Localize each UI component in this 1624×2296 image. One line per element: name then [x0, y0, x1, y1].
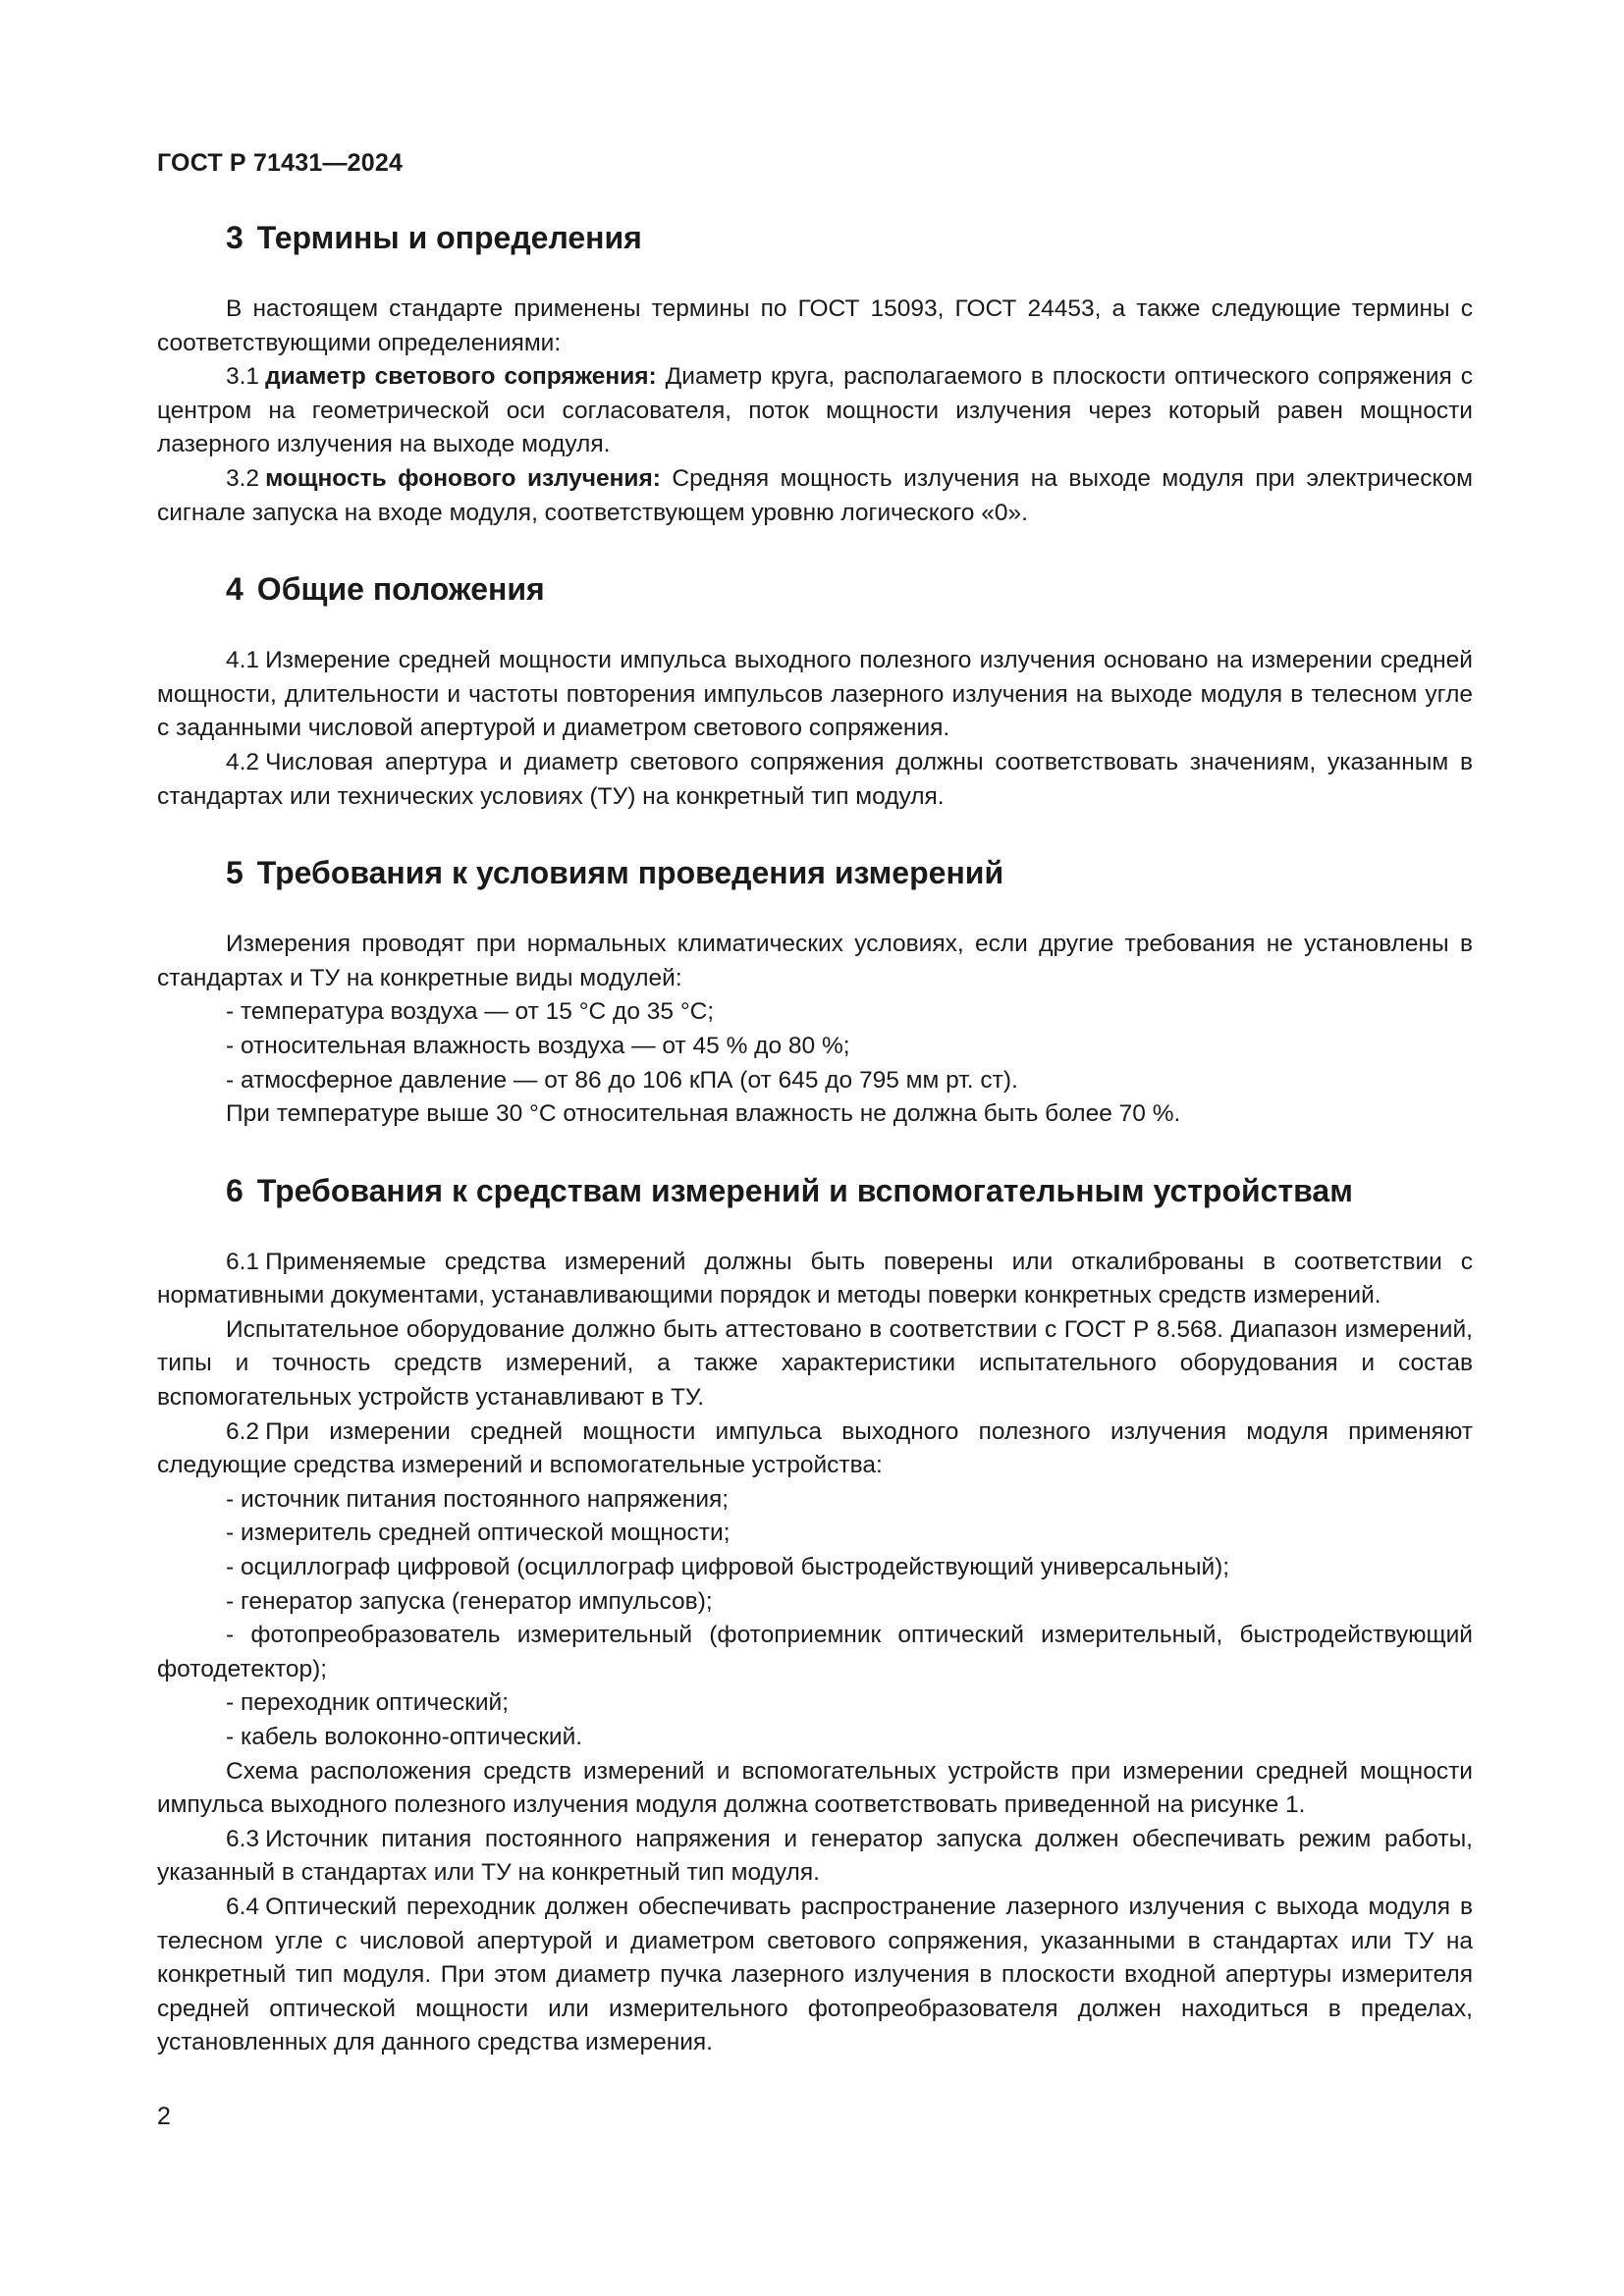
- section-number: 5: [226, 855, 244, 891]
- paragraph: [157, 1551, 1473, 1585]
- clause-number: 6.2: [226, 1417, 260, 1445]
- paragraph-text: Схема расположения средств измерений и вспомогательных устройств при измерении средней мощности импульса выходного полезного излучения модуля должна соответствовать приведенной на рисунке 1.: [157, 1757, 1473, 1819]
- paragraph: [157, 1585, 1473, 1620]
- paragraph-text: - генератор запуска (генератор импульсов);: [226, 1587, 713, 1615]
- paragraph-text: - температура воздуха — от 15 °С до 35 °С;: [226, 998, 715, 1026]
- term: диаметр светового сопряжения:: [265, 363, 657, 391]
- clause-number: 3.2: [226, 464, 260, 492]
- clause-number: 4.2: [226, 748, 260, 775]
- section-title: Термины и определения: [256, 220, 642, 255]
- paragraph: [157, 1064, 1473, 1098]
- paragraph: [157, 644, 1473, 746]
- document-code: ГОСТ Р 71431—2024: [157, 149, 404, 177]
- page-number: 2: [157, 2103, 171, 2130]
- section-title: Требования к условиям проведения измерений: [256, 855, 1004, 891]
- paragraph-text: При температуре выше 30 °С относительная влажность не должна быть более 70 %.: [226, 1100, 1181, 1128]
- section-number: 4: [226, 571, 244, 608]
- paragraph-text: - измеритель средней оптической мощности;: [226, 1520, 731, 1547]
- paragraph: [157, 462, 1473, 530]
- section-number: 6: [226, 1172, 244, 1208]
- paragraph-text: Диаметр круга, располагаемого в плоскости оптического сопряжения с центром на геометрической оси согласователя, поток мощности излучения через который равен мощности лазерного излучения на выходе модуля.: [157, 363, 1473, 458]
- section-title: Общие положения: [256, 571, 545, 608]
- section-6: [157, 1171, 1473, 2060]
- clause-number: 6.1: [226, 1248, 260, 1275]
- paragraph-text: Измерения проводят при нормальных климатических условиях, если другие требования не установлены в стандартах и ТУ на конкретные виды модулей:: [157, 931, 1473, 991]
- paragraph-text: Оптический переходник должен обеспечивать распространение лазерного излучения с выхода модуля в телесном угле с числовой апертурой и диаметром светового сопряжения, указанными в стандартах или ТУ на конкретный тип модуля. При этом диаметр пучка лазерного излучения в плоскости входной апертуры измерителя средней оптической мощности или измерительного фотопреобразователя должен находиться в пределах, установленных для данного средства измерения.: [157, 1893, 1473, 2056]
- paragraph: [157, 746, 1473, 814]
- paragraph: [157, 1483, 1473, 1518]
- paragraph-text: - источник питания постоянного напряжения;: [226, 1485, 730, 1513]
- clause-number: 3.1: [226, 363, 260, 391]
- paragraph-text: - атмосферное давление — от 86 до 106 кПА (от 645 до 795 мм рт. ст).: [226, 1066, 1018, 1094]
- paragraph: [157, 995, 1473, 1030]
- term: мощность фонового излучения:: [265, 464, 661, 492]
- paragraph-text: Применяемые средства измерений должны быть поверены или откалиброваны в соответствии с нормативными документами, устанавливающими порядок и методы поверки конкретных средств измерений.: [157, 1248, 1473, 1309]
- section-number: 3: [226, 220, 244, 255]
- document-body: [157, 218, 1473, 2100]
- paragraph: [157, 1313, 1473, 1415]
- paragraph: [157, 928, 1473, 995]
- paragraph: [157, 1721, 1473, 1755]
- paragraph: [157, 1686, 1473, 1721]
- paragraph: [157, 1097, 1473, 1132]
- clause-number: 6.3: [226, 1825, 260, 1852]
- section-5: [157, 853, 1473, 1132]
- paragraph: [157, 1030, 1473, 1064]
- paragraph: [157, 360, 1473, 462]
- section-heading: [157, 218, 1473, 257]
- paragraph: [157, 1891, 1473, 2060]
- paragraph-text: Измерение средней мощности импульса выходного полезного излучения основано на измерении средней мощности, длительности и частоты повторения импульсов лазерного излучения на выходе модуля в телесном угле с заданными числовой апертурой и диаметром светового сопряжения.: [157, 647, 1473, 742]
- paragraph-text: В настоящем стандарте применены термины по ГОСТ 15093, ГОСТ 24453, а также следующие термины с соответствующими определениями:: [157, 295, 1473, 356]
- section-4: [157, 569, 1473, 814]
- clause-number: 6.4: [226, 1893, 260, 1920]
- section-title: Требования к средствам измерений и вспомогательным устройствам: [256, 1172, 1353, 1208]
- paragraph-text: - фотопреобразователь измерительный (фотоприемник оптический измерительный, быстродействующий фотодетектор);: [157, 1622, 1473, 1682]
- paragraph-text: - осциллограф цифровой (осциллограф цифровой быстродействующий универсальный);: [226, 1554, 1230, 1581]
- paragraph-text: Числовая апертура и диаметр светового сопряжения должны соответствовать значениям, указанным в стандартах или технических условиях (ТУ) на конкретный тип модуля.: [157, 748, 1473, 810]
- clause-number: 4.1: [226, 647, 260, 674]
- section-heading: [157, 569, 1473, 609]
- paragraph: [157, 293, 1473, 360]
- paragraph: [157, 1755, 1473, 1823]
- section-heading: [157, 853, 1473, 892]
- paragraph-text: Средняя мощность излучения на выходе модуля при электрическом сигнале запуска на входе модуля, соответствующем уровню логического «0».: [157, 464, 1473, 526]
- paragraph-text: - относительная влажность воздуха — от 45 % до 80 %;: [226, 1032, 850, 1059]
- paragraph-text: Испытательное оборудование должно быть аттестовано в соответствии с ГОСТ Р 8.568. Диапазон измерений, типы и точность средств измерений, а также характеристики испытательного оборудования и состав вспомогательных устройств устанавливают в ТУ.: [157, 1315, 1473, 1412]
- paragraph: [157, 1517, 1473, 1551]
- paragraph-text: - кабель волоконно-оптический.: [226, 1724, 583, 1750]
- section-heading: [157, 1171, 1473, 1210]
- paragraph: [157, 1619, 1473, 1686]
- paragraph: [157, 1823, 1473, 1891]
- paragraph: [157, 1246, 1473, 1313]
- paragraph: [157, 1415, 1473, 1483]
- paragraph-text: Источник питания постоянного напряжения и генератор запуска должен обеспечивать режим работы, указанный в стандартах или ТУ на конкретный тип модуля.: [157, 1825, 1473, 1887]
- section-3: [157, 218, 1473, 530]
- paragraph-text: При измерении средней мощности импульса выходного полезного излучения модуля применяют следующие средства измерений и вспомогательные устройства:: [157, 1417, 1473, 1479]
- paragraph-text: - переходник оптический;: [226, 1689, 510, 1717]
